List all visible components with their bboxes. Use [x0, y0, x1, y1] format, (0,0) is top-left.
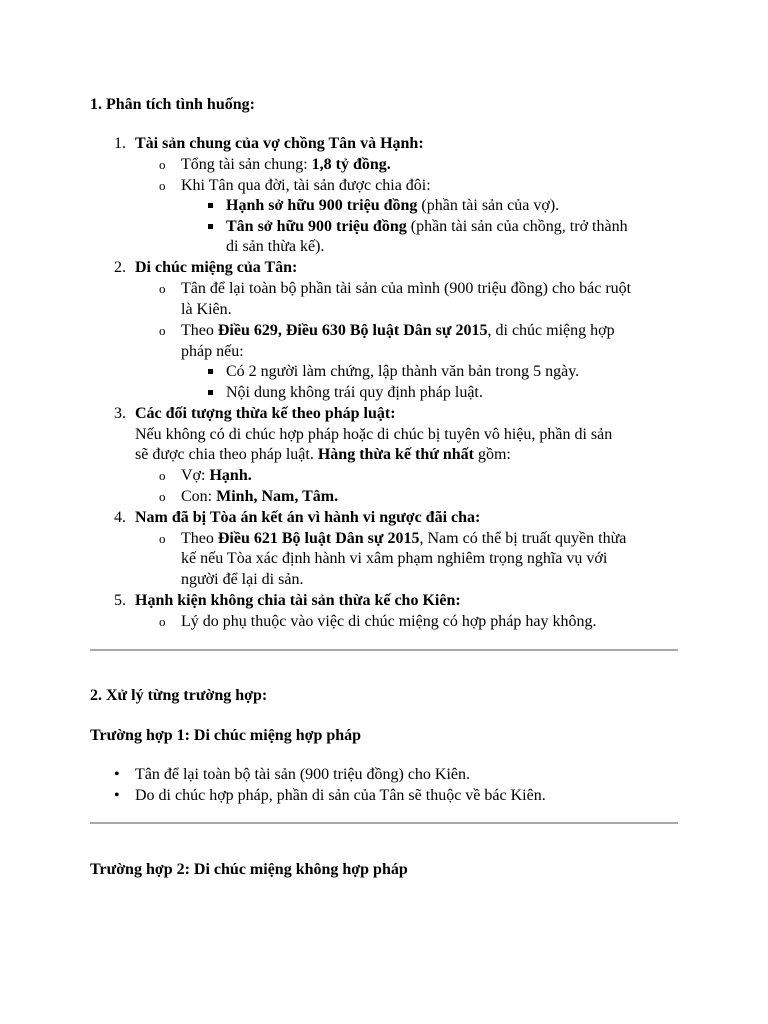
circle-bullet-icon: o: [159, 531, 166, 546]
dot-bullet-icon: •: [114, 787, 120, 804]
section-heading-text: 1. Phân tích tình huống:: [90, 96, 255, 113]
list-subitem-continuation: kế nếu Tòa xác định hành vi xâm phạm nghiêm trọng nghĩa vụ với: [181, 550, 608, 567]
list-subitem-continuation: người để lại di sản.: [181, 571, 304, 588]
text-run: (phần tài sản của vợ).: [417, 197, 560, 214]
text-run: Tổng tài sản chung:: [181, 156, 312, 173]
paragraph-line: [135, 445, 511, 465]
list-subitem: [181, 529, 626, 549]
bold-text-run: Hạnh sở hữu 900 triệu đồng: [226, 197, 418, 214]
circle-bullet-icon: o: [159, 157, 166, 172]
list-subsubitem: [226, 217, 628, 237]
square-bullet-icon: [208, 224, 213, 229]
list-subitem: [181, 466, 252, 486]
list-item-title: [135, 508, 480, 528]
bold-text-run: Điều 629, Điều 630 Bộ luật Dân sự 2015: [217, 322, 488, 339]
list-item-title-text: Tài sản chung của vợ chồng Tân và Hạnh:: [135, 135, 424, 152]
list-number: 3.: [114, 405, 126, 422]
list-item: Tân để lại toàn bộ tài sản (900 triệu đồng) cho Kiên.: [135, 766, 471, 783]
text-run: , di chúc miệng hợp: [487, 322, 615, 339]
square-bullet-icon: [208, 390, 213, 395]
square-bullet-icon: [208, 203, 213, 208]
section-heading: [90, 686, 267, 706]
list-subitem-continuation: pháp nếu:: [181, 343, 244, 360]
list-item-title: [135, 404, 396, 424]
horizontal-rule: [90, 822, 678, 824]
text-run: Theo: [181, 530, 218, 547]
circle-bullet-icon: o: [159, 614, 166, 629]
paragraph-line: Nếu không có di chúc hợp pháp hoặc di chúc bị tuyên vô hiệu, phần di sản: [135, 426, 613, 443]
bold-text-run: Tân sở hữu 900 triệu đồng: [226, 218, 407, 235]
list-subitem: Lý do phụ thuộc vào việc di chúc miệng có hợp pháp hay không.: [181, 613, 597, 630]
list-subitem: [181, 155, 391, 175]
dot-bullet-icon: •: [114, 766, 120, 783]
case-heading-text: Trường hợp 2: Di chúc miệng không hợp pháp: [90, 861, 408, 878]
horizontal-rule: [90, 649, 678, 651]
list-item-title: [135, 134, 424, 154]
circle-bullet-icon: o: [159, 323, 166, 338]
bold-text-run: Minh, Nam, Tâm.: [216, 488, 339, 505]
text-run: sẽ được chia theo pháp luật.: [135, 446, 318, 463]
list-item: Do di chúc hợp pháp, phần di sản của Tân sẽ thuộc về bác Kiên.: [135, 787, 546, 804]
bold-text-run: Điều 621 Bộ luật Dân sự 2015: [217, 530, 420, 547]
square-bullet-icon: [208, 369, 213, 374]
case-heading: [90, 860, 408, 880]
circle-bullet-icon: o: [159, 281, 166, 296]
text-run: Con:: [181, 488, 217, 505]
list-subitem: [181, 321, 615, 341]
list-item-title-text: Di chúc miệng của Tân:: [135, 259, 298, 276]
list-subsubitem-continuation: di sản thừa kế).: [226, 238, 325, 255]
text-run: , Nam có thể bị truất quyền thừa: [419, 530, 627, 547]
list-number: 4.: [114, 509, 126, 526]
circle-bullet-icon: o: [159, 178, 166, 193]
bold-text-run: Hàng thừa kế thứ nhất: [317, 446, 474, 463]
list-item-title-text: Hạnh kiện không chia tài sản thừa kế cho Kiên:: [135, 592, 461, 609]
list-number: 2.: [114, 259, 126, 276]
text-run: gồm:: [473, 446, 511, 463]
list-subsubitem: [226, 196, 559, 216]
list-subitem: Tân để lại toàn bộ phần tài sản của mình (900 triệu đồng) cho bác ruột: [181, 280, 632, 297]
bold-text-run: 1,8 tỷ đồng.: [311, 156, 391, 173]
case-heading-text: Trường hợp 1: Di chúc miệng hợp pháp: [90, 727, 362, 744]
case-heading: [90, 726, 361, 746]
circle-bullet-icon: o: [159, 468, 166, 483]
text-run: (phần tài sản của chồng, trở thành: [406, 218, 628, 235]
circle-bullet-icon: o: [159, 489, 166, 504]
list-subsubitem: Nội dung không trái quy định pháp luật.: [226, 384, 483, 401]
list-item-title: [135, 258, 297, 278]
list-item-title-text: Nam đã bị Tòa án kết án vì hành vi ngược đãi cha:: [135, 509, 481, 526]
list-item-title-text: Các đối tượng thừa kế theo pháp luật:: [135, 405, 396, 422]
list-subitem: [181, 487, 338, 507]
bold-text-run: Hạnh.: [209, 467, 252, 484]
list-subsubitem: Có 2 người làm chứng, lập thành văn bản trong 5 ngày.: [226, 363, 580, 380]
list-subitem-continuation: là Kiên.: [181, 301, 232, 318]
text-run: Vợ:: [181, 467, 210, 484]
section-heading-text: 2. Xử lý từng trường hợp:: [90, 687, 268, 704]
list-number: 1.: [114, 135, 126, 152]
list-item-title: [135, 591, 461, 611]
text-run: Theo: [181, 322, 218, 339]
list-number: 5.: [114, 592, 126, 609]
section-heading: [90, 95, 255, 115]
list-subitem: Khi Tân qua đời, tài sản được chia đôi:: [181, 177, 431, 194]
